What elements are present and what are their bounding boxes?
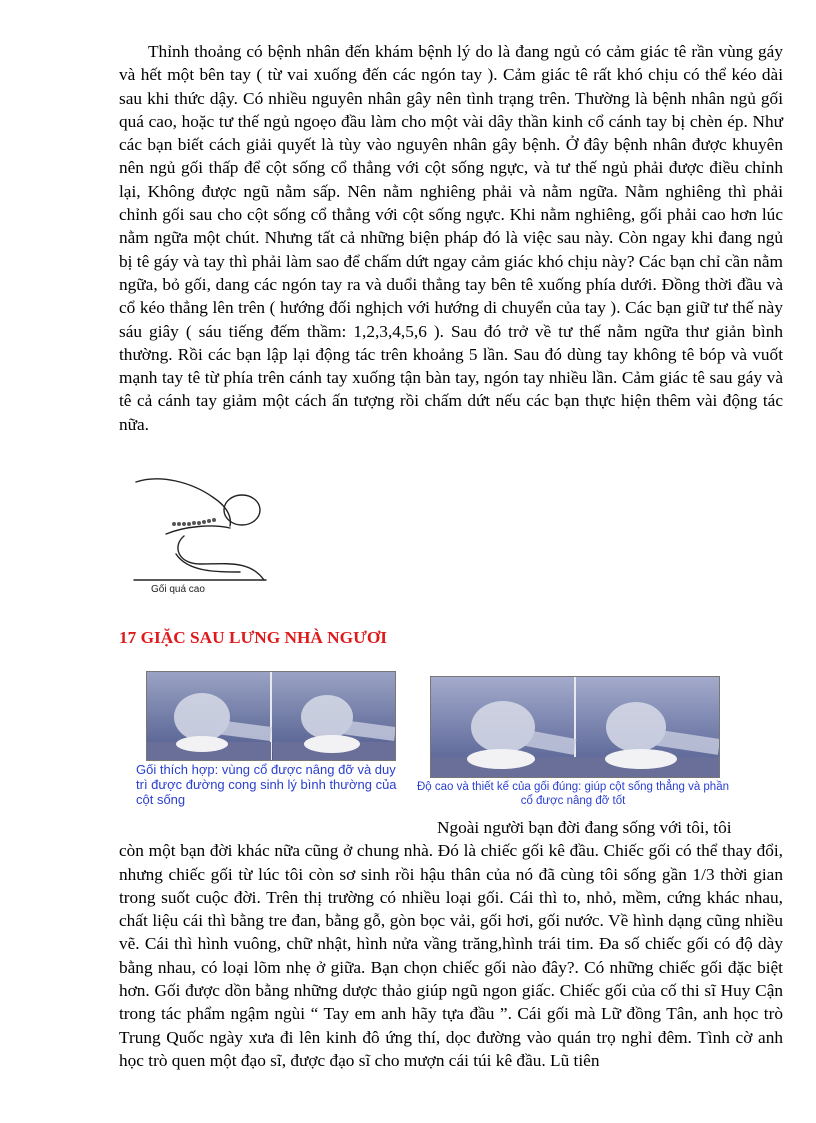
section-heading: 17 GIẶC SAU LƯNG NHÀ NGƯƠI [119, 628, 388, 647]
correct-pillow-caption: Gối thích hợp: vùng cổ được nâng đỡ và duy trì được đường cong sinh lý bình thường của cột sống [136, 762, 397, 807]
sketch-caption: Gối quá cao [151, 584, 205, 595]
body-paragraph-first-line: Ngoài người bạn đời đang sống với tôi, tôi [437, 818, 732, 837]
body-paragraph [119, 816, 783, 1072]
intro-paragraph: Thỉnh thoảng có bệnh nhân đến khám bệnh lý do là đang ngủ có cảm giác tê rần vùng gáy và hết một bên tay ( từ vai xuống đến các ngón tay ). Cảm giác tê rất khó chịu có thể kéo dài sau khi thức dậy. Có nhiều nguyên nhân gây nên tình trạng trên. Thường là bệnh nhân ngủ gối quá cao, hoặc tư thế ngủ ngoẹo đầu làm cho một vài dây thần kinh cổ cánh tay bị chèn ép. Như các bạn biết cách giải quyết là tùy vào nguyên nhân gây bệnh. Ở đây bệnh nhân được khuyên nên ngủ gối thấp để cột sống cổ thẳng với cột sống ngực, và tư thế ngủ phải được điều chỉnh lại, Không được ngũ nằm sấp. Nên nằm nghiêng phải và nằm ngữa. Nằm nghiêng thì phải chỉnh gối sau cho cột sống cổ thẳng với cột sống ngực. Khi nằm nghiêng, gối phải cao hơn lúc nằm ngữa một chút. Nhưng tất cả những biện pháp đó là việc sau này. Còn ngay khi đang ngủ bị tê gáy và tay thì phải làm sao để chấm dứt ngay cảm giác khó chịu này? Các bạn chỉ cần nằm ngữa, bỏ gối, dang các ngón tay ra và duổi thẳng tay bên tê xuống phía dưới. Đồng thời đầu và cổ kéo thẳng lên trên ( hướng đối nghịch với hướng di chuyển của tay ). Các bạn giữ tư thế này sáu giây ( sáu tiếng đếm thầm: 1,2,3,4,5,6 ). Sau đó trở về tư thế nằm ngữa thư giản bình thường. Rồi các bạn lập lại động tác trên khoảng 5 lần. Sau đó dùng tay không tê bóp và vuốt mạnh tay tê từ phía trên cánh tay xuống tận bàn tay, ngón tay nhiều lần. Cảm giác tê sau gáy và tê cả cánh tay giảm một cách ấn tượng rồi chấm dứt nếu các bạn thực hiện thêm vài động tác nữa. [119, 42, 783, 434]
body-paragraph-rest: còn một bạn đời khác nữa cũng ở chung nhà. Đó là chiếc gối kê đầu. Chiếc gối có thể thay đổi, nhưng chiếc gối từ lúc tôi còn sơ sinh rồi hậu thân của nó đã cùng tôi sống gần 1/3 thời gian trong suốt cuộc đời. Trên thị trường có nhiều loại gối. Cái thì to, nhỏ, mềm, cứng khác nhau, chất liệu cái thì bằng tre đan, bằng gỗ, gòn bọc vải, gối hơi, gối nước. Về hình dạng cũng nhiều vẽ. Cái thì hình vuông, chữ nhật, hình nửa vầng trăng,hình trái tim. Đa số chiếc gối có độ dày bằng nhau, có loại lõm nhẹ ở giữa. Bạn chọn chiếc gối nào đây?. Có những chiếc gối đặc biệt hơn. Gối được dồn bằng những dược thảo giúp ngũ ngon giấc. Chiếc gối của cố thi sĩ Huy Cận trong tác phẩm ngậm ngùi “ Tay em anh hãy tựa đầu ”. Cái gối mà Lữ đồng Tân, anh học trò Trung Quốc ngày xưa đi lên kinh đô ứng thí, dọc đường vào quán trọ nghỉ đêm. Tình cờ anh học trò quen một đạo sĩ, được đạo sĩ cho mượn cái túi kê đầu. Lũ tiên [119, 841, 783, 1070]
pillow-height-caption: Độ cao và thiết kế của gối đúng: giúp cột sống thẳng và phần cổ được nâng đỡ tốt [417, 781, 729, 807]
pillow-height-photo [430, 676, 720, 778]
correct-pillow-photo [146, 671, 396, 761]
